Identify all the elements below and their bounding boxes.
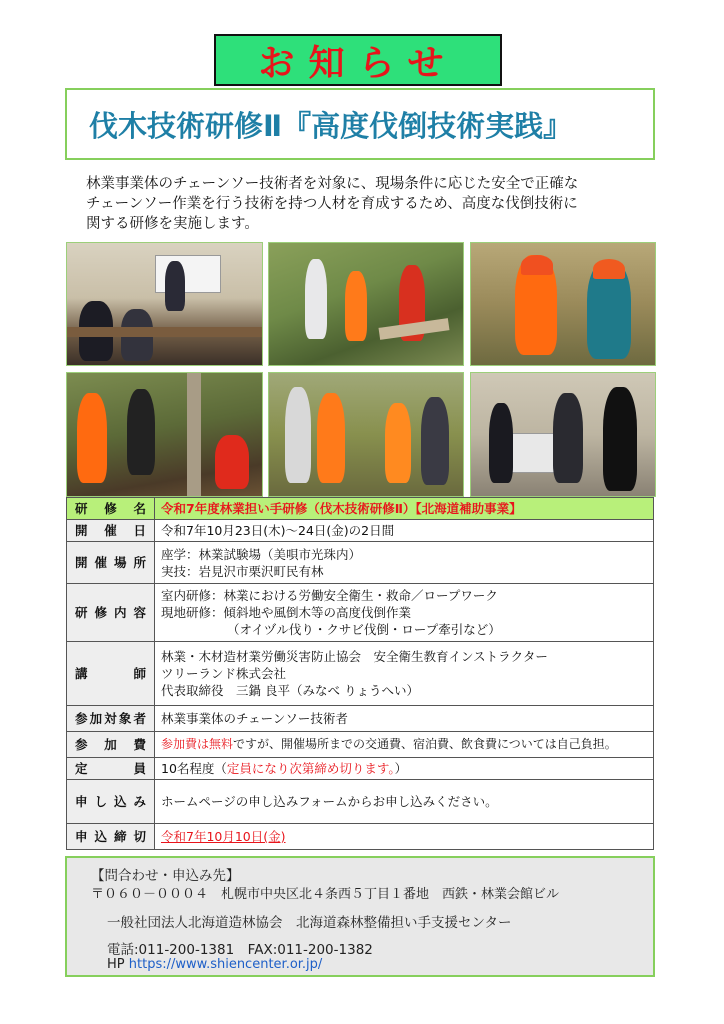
instructor-line: 林業・木材造材業労働災害防止協会 安全衛生教育インストラクター xyxy=(161,649,548,664)
table-row xyxy=(67,780,654,824)
deadline-date: 令和7年10月10日(金) xyxy=(161,829,286,844)
capacity-value xyxy=(155,758,654,780)
content-label: 研修内容 xyxy=(67,584,155,642)
photo-indoor-lecture xyxy=(470,372,656,497)
contact-hp xyxy=(107,957,322,972)
table-row xyxy=(67,498,654,520)
fee-label: 参加費 xyxy=(67,732,155,758)
hp-link[interactable]: https://www.shiencenter.or.jp/ xyxy=(128,957,323,972)
photo-forest-group xyxy=(268,242,464,366)
apply-value: ホームページの申し込みフォームからお申し込みください。 xyxy=(155,780,654,824)
capacity-text: ） xyxy=(394,761,408,776)
course-name-value: 令和7年度林業担い手研修（伐木技術研修Ⅱ）【北海道補助事業】 xyxy=(155,498,654,520)
fee-free-text: 参加費は無料 xyxy=(161,737,234,751)
contact-phone: 電話:011-200-1381 FAX:011-200-1382 xyxy=(107,942,373,958)
intro-line: 関する研修を実施します。 xyxy=(86,216,259,232)
venue-line: 座学：林業試験場（美唄市光珠内） xyxy=(161,546,362,562)
apply-label: 申し込み xyxy=(67,780,155,824)
fee-rest-text: ですが、開催場所までの交通費、宿泊費、飲食費については自己負担。 xyxy=(233,737,617,751)
capacity-label: 定員 xyxy=(67,758,155,780)
deadline-label: 申込締切 xyxy=(67,824,155,850)
table-row xyxy=(67,584,654,642)
table-row xyxy=(67,824,654,850)
intro-line: 林業事業体のチェーンソー技術者を対象に、現場条件に応じた安全で正確な xyxy=(86,176,579,192)
course-name-label: 研修名 xyxy=(67,498,155,520)
contact-address: 〒０６０－０００４ 札幌市中央区北４条西５丁目１番地 西鉄・林業会館ビル xyxy=(91,887,560,902)
content-line: 現地研修：傾斜地や風倒木等の高度伐倒作業 xyxy=(161,605,412,620)
info-table xyxy=(66,497,654,850)
photo-classroom xyxy=(66,242,263,366)
instructor-value xyxy=(155,642,654,706)
contact-box xyxy=(65,856,655,977)
fee-value xyxy=(155,732,654,758)
content-value xyxy=(155,584,654,642)
instructor-label: 講師 xyxy=(67,642,155,706)
deadline-value xyxy=(155,824,654,850)
venue-label: 開催場所 xyxy=(67,542,155,584)
content-line: 室内研修：林業における労働安全衛生・救命／ロープワーク xyxy=(161,588,498,603)
intro-line: チェーンソー作業を行う技術を持つ人材を育成するため、高度な伐倒技術に xyxy=(86,196,578,212)
table-row xyxy=(67,542,654,584)
photo-helmets xyxy=(470,242,656,366)
photo-grid xyxy=(64,242,658,497)
capacity-note: 定員になり次第締め切ります。 xyxy=(226,761,395,776)
table-row xyxy=(67,642,654,706)
photo-cutting xyxy=(66,372,263,497)
instructor-line: 代表取締役 三鍋 良平（みなべ りょうへい） xyxy=(161,683,419,698)
capacity-text: 10名程度（ xyxy=(161,761,227,776)
table-row xyxy=(67,732,654,758)
target-label: 参加対象者 xyxy=(67,706,155,732)
contact-org: 一般社団法人北海道造林協会 北海道森林整備担い手支援センター xyxy=(107,915,512,931)
contact-heading: 【問合わせ・申込み先】 xyxy=(91,868,240,884)
notice-banner: お知らせ xyxy=(214,34,502,86)
venue-value xyxy=(155,542,654,584)
dates-label: 開催日 xyxy=(67,520,155,542)
photo-demo xyxy=(268,372,464,497)
target-value: 林業事業体のチェーンソー技術者 xyxy=(155,706,654,732)
content-line: （オイヅル伐り・クサビ伐倒・ロープ牽引など） xyxy=(227,622,501,637)
table-row xyxy=(67,706,654,732)
hp-label: HP xyxy=(107,957,125,972)
table-row xyxy=(67,758,654,780)
table-row xyxy=(67,520,654,542)
venue-line: 実技：岩見沢市栗沢町民有林 xyxy=(161,563,324,579)
dates-value: 令和7年10月23日(木)～24日(金)の2日間 xyxy=(155,520,654,542)
intro-text xyxy=(86,174,646,234)
page-title: 伐木技術研修Ⅱ『高度伐倒技術実践』 xyxy=(65,88,655,160)
instructor-line: ツリーランド株式会社 xyxy=(161,666,287,681)
